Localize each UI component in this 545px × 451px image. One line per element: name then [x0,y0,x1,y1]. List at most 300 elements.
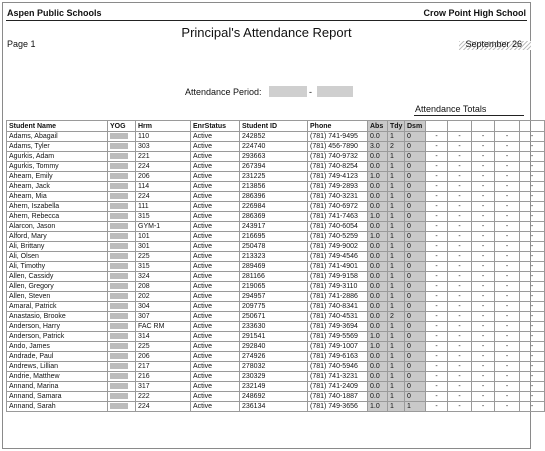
yog-redacted [110,193,128,199]
homeroom-cell: 206 [136,172,191,182]
student-id-cell: 213856 [240,182,308,192]
column-header [426,121,448,132]
empty-total-cell: - [520,372,545,382]
period-start-redacted [269,86,307,97]
homeroom-cell: 208 [136,282,191,292]
student-name-cell: Agurkis, Adam [7,152,108,162]
table-row [7,362,545,372]
dsm-cell: 0 [405,282,426,292]
page-number: Page 1 [7,39,36,49]
tdy-cell: 2 [388,142,405,152]
empty-total-cell: - [426,352,448,362]
abs-cell: 0.0 [368,382,388,392]
empty-total-cell: - [472,142,495,152]
empty-total-cell: - [448,312,472,322]
yog-cell [108,242,136,252]
phone-cell: (781) 749-5569 [308,332,368,342]
tdy-cell: 1 [388,132,405,142]
empty-total-cell: - [426,312,448,322]
phone-cell: (781) 740-1887 [308,392,368,402]
empty-total-cell: - [520,142,545,152]
empty-total-cell: - [472,202,495,212]
empty-total-cell: - [520,162,545,172]
empty-total-cell: - [426,202,448,212]
homeroom-cell: 324 [136,272,191,282]
student-name-cell: Ando, James [7,342,108,352]
homeroom-cell: 114 [136,182,191,192]
empty-total-cell: - [472,362,495,372]
phone-cell: (781) 740-6972 [308,202,368,212]
empty-total-cell: - [472,282,495,292]
dsm-cell: 0 [405,182,426,192]
student-id-cell: 232149 [240,382,308,392]
student-id-cell: 209775 [240,302,308,312]
abs-cell: 1.0 [368,332,388,342]
enr-status-cell: Active [191,222,240,232]
student-id-cell: 231225 [240,172,308,182]
student-name-cell: Anderson, Harry [7,322,108,332]
empty-total-cell: - [495,192,520,202]
homeroom-cell: 216 [136,372,191,382]
homeroom-cell: 225 [136,342,191,352]
empty-total-cell: - [426,142,448,152]
table-row [7,232,545,242]
yog-cell [108,402,136,412]
table-row [7,372,545,382]
empty-total-cell: - [495,172,520,182]
student-name-cell: Ali, Brittany [7,242,108,252]
tdy-cell: 1 [388,232,405,242]
column-header: Abs [368,121,388,132]
tdy-cell: 1 [388,382,405,392]
student-id-cell: 286369 [240,212,308,222]
dsm-cell: 0 [405,332,426,342]
dsm-cell: 0 [405,372,426,382]
yog-redacted [110,263,128,269]
homeroom-cell: 222 [136,392,191,402]
empty-total-cell: - [448,272,472,282]
student-id-cell: 292840 [240,342,308,352]
empty-total-cell: - [448,212,472,222]
empty-total-cell: - [495,382,520,392]
yog-cell [108,362,136,372]
table-row [7,252,545,262]
homeroom-cell: 315 [136,262,191,272]
empty-total-cell: - [495,212,520,222]
empty-total-cell: - [448,202,472,212]
yog-redacted [110,163,128,169]
student-id-cell: 286396 [240,192,308,202]
empty-total-cell: - [426,322,448,332]
empty-total-cell: - [495,232,520,242]
report-date: September 26 [465,39,522,49]
phone-cell: (781) 741-2409 [308,382,368,392]
phone-cell: (781) 741-7463 [308,212,368,222]
enr-status-cell: Active [191,182,240,192]
abs-cell: 0.0 [368,152,388,162]
homeroom-cell: 206 [136,352,191,362]
abs-cell: 0.0 [368,192,388,202]
table-row [7,322,545,332]
empty-total-cell: - [520,172,545,182]
empty-total-cell: - [472,252,495,262]
dsm-cell: 0 [405,192,426,202]
empty-total-cell: - [426,382,448,392]
yog-cell [108,372,136,382]
tdy-cell: 1 [388,292,405,302]
empty-total-cell: - [495,182,520,192]
dsm-cell: 0 [405,152,426,162]
yog-redacted [110,313,128,319]
empty-total-cell: - [472,192,495,202]
empty-total-cell: - [448,382,472,392]
empty-total-cell: - [448,342,472,352]
table-row [7,212,545,222]
empty-total-cell: - [495,132,520,142]
enr-status-cell: Active [191,142,240,152]
student-name-cell: Anderson, Patrick [7,332,108,342]
dsm-cell: 0 [405,132,426,142]
empty-total-cell: - [472,132,495,142]
table-row [7,352,545,362]
empty-total-cell: - [495,402,520,412]
student-id-cell: 216695 [240,232,308,242]
dsm-cell: 0 [405,162,426,172]
homeroom-cell: FAC RM [136,322,191,332]
empty-total-cell: - [472,272,495,282]
student-id-cell: 230329 [240,372,308,382]
tdy-cell: 1 [388,252,405,262]
student-name-cell: Allen, Gregory [7,282,108,292]
empty-total-cell: - [426,212,448,222]
phone-cell: (781) 749-2893 [308,182,368,192]
empty-total-cell: - [520,152,545,162]
student-id-cell: 213323 [240,252,308,262]
tdy-cell: 1 [388,162,405,172]
student-id-cell: 248692 [240,392,308,402]
phone-cell: (781) 740-8254 [308,162,368,172]
student-id-cell: 294957 [240,292,308,302]
yog-cell [108,222,136,232]
table-row [7,392,545,402]
enr-status-cell: Active [191,282,240,292]
phone-cell: (781) 740-6054 [308,222,368,232]
yog-redacted [110,143,128,149]
yog-redacted [110,393,128,399]
student-id-cell: 250671 [240,312,308,322]
homeroom-cell: 111 [136,202,191,212]
empty-total-cell: - [448,332,472,342]
abs-cell: 0.0 [368,302,388,312]
empty-total-cell: - [472,392,495,402]
yog-redacted [110,213,128,219]
tdy-cell: 1 [388,262,405,272]
table-row [7,302,545,312]
student-name-cell: Annand, Samara [7,392,108,402]
phone-cell: (781) 741-4901 [308,262,368,272]
phone-cell: (781) 740-5259 [308,232,368,242]
phone-cell: (781) 749-4546 [308,252,368,262]
homeroom-cell: 315 [136,212,191,222]
enr-status-cell: Active [191,352,240,362]
student-id-cell: 226984 [240,202,308,212]
empty-total-cell: - [520,332,545,342]
dsm-cell: 0 [405,222,426,232]
report-title: Principal's Attendance Report [181,25,352,40]
empty-total-cell: - [495,202,520,212]
phone-cell: (781) 740-9732 [308,152,368,162]
dsm-cell: 1 [405,402,426,412]
yog-cell [108,272,136,282]
homeroom-cell: 304 [136,302,191,312]
homeroom-cell: 225 [136,252,191,262]
dsm-cell: 0 [405,212,426,222]
homeroom-cell: 217 [136,362,191,372]
student-id-cell: 274926 [240,352,308,362]
student-name-cell: Adams, Tyler [7,142,108,152]
table-row [7,192,545,202]
student-name-cell: Annand, Sarah [7,402,108,412]
table-row [7,272,545,282]
empty-total-cell: - [448,172,472,182]
column-header: Tdy [388,121,405,132]
empty-total-cell: - [495,392,520,402]
empty-total-cell: - [495,322,520,332]
tdy-cell: 1 [388,352,405,362]
student-name-cell: Ali, Timothy [7,262,108,272]
student-id-cell: 224740 [240,142,308,152]
abs-cell: 0.0 [368,312,388,322]
dsm-cell: 0 [405,202,426,212]
empty-total-cell: - [426,172,448,182]
student-id-cell: 267394 [240,162,308,172]
student-name-cell: Ahern, Rebecca [7,212,108,222]
dsm-cell: 0 [405,262,426,272]
yog-redacted [110,363,128,369]
student-id-cell: 250478 [240,242,308,252]
yog-cell [108,202,136,212]
phone-cell: (781) 456-7890 [308,142,368,152]
student-name-cell: Ahern, Iszabella [7,202,108,212]
empty-total-cell: - [495,152,520,162]
yog-redacted [110,293,128,299]
empty-total-cell: - [426,292,448,302]
tdy-cell: 1 [388,362,405,372]
student-id-cell: 289469 [240,262,308,272]
phone-cell: (781) 741-3231 [308,372,368,382]
abs-cell: 0.0 [368,202,388,212]
enr-status-cell: Active [191,392,240,402]
empty-total-cell: - [448,322,472,332]
homeroom-cell: 224 [136,192,191,202]
yog-redacted [110,233,128,239]
yog-cell [108,162,136,172]
empty-total-cell: - [495,222,520,232]
empty-total-cell: - [448,152,472,162]
phone-cell: (781) 740-3231 [308,192,368,202]
empty-total-cell: - [448,402,472,412]
empty-total-cell: - [520,392,545,402]
empty-total-cell: - [472,242,495,252]
empty-total-cell: - [448,142,472,152]
report-page [2,2,534,449]
homeroom-cell: GYM-1 [136,222,191,232]
empty-total-cell: - [520,182,545,192]
yog-redacted [110,333,128,339]
empty-total-cell: - [520,252,545,262]
table-row [7,332,545,342]
yog-cell [108,172,136,182]
abs-cell: 0.0 [368,372,388,382]
empty-total-cell: - [495,302,520,312]
yog-redacted [110,403,128,409]
phone-cell: (781) 740-4531 [308,312,368,322]
dsm-cell: 0 [405,172,426,182]
yog-redacted [110,183,128,189]
dsm-cell: 0 [405,362,426,372]
empty-total-cell: - [472,292,495,302]
abs-cell: 3.0 [368,142,388,152]
yog-cell [108,252,136,262]
enr-status-cell: Active [191,332,240,342]
student-name-cell: Andrade, Paul [7,352,108,362]
column-header: EnrStatus [191,121,240,132]
yog-cell [108,292,136,302]
yog-redacted [110,253,128,259]
column-header: Phone [308,121,368,132]
yog-redacted [110,373,128,379]
abs-cell: 0.0 [368,282,388,292]
abs-cell: 1.0 [368,342,388,352]
enr-status-cell: Active [191,212,240,222]
enr-status-cell: Active [191,272,240,282]
empty-total-cell: - [426,342,448,352]
empty-total-cell: - [426,302,448,312]
dsm-cell: 0 [405,242,426,252]
abs-cell: 0.0 [368,392,388,402]
homeroom-cell: 101 [136,232,191,242]
empty-total-cell: - [426,262,448,272]
enr-status-cell: Active [191,262,240,272]
dsm-cell: 0 [405,272,426,282]
yog-redacted [110,283,128,289]
empty-total-cell: - [520,382,545,392]
tdy-cell: 1 [388,242,405,252]
abs-cell: 1.0 [368,402,388,412]
student-id-cell: 233630 [240,322,308,332]
school-name: Crow Point High School [423,8,526,18]
homeroom-cell: 307 [136,312,191,322]
abs-cell: 0.0 [368,322,388,332]
enr-status-cell: Active [191,362,240,372]
phone-cell: (781) 749-3694 [308,322,368,332]
empty-total-cell: - [448,262,472,272]
table-row [7,402,545,412]
tdy-cell: 1 [388,332,405,342]
abs-cell: 0.0 [368,272,388,282]
dsm-cell: 0 [405,252,426,262]
tdy-cell: 1 [388,192,405,202]
table-row [7,152,545,162]
abs-cell: 0.0 [368,242,388,252]
dsm-cell: 0 [405,382,426,392]
dsm-cell: 0 [405,312,426,322]
empty-total-cell: - [472,182,495,192]
header-rule [6,20,527,21]
phone-cell: (781) 749-3656 [308,402,368,412]
tdy-cell: 1 [388,392,405,402]
period-separator: - [309,87,312,97]
empty-total-cell: - [472,232,495,242]
student-id-cell: 236134 [240,402,308,412]
student-name-cell: Andrews, Lillian [7,362,108,372]
table-header-row [7,121,545,132]
tdy-cell: 1 [388,372,405,382]
student-name-cell: Ali, Olsen [7,252,108,262]
abs-cell: 1.0 [368,232,388,242]
phone-cell: (781) 749-3110 [308,282,368,292]
student-id-cell: 219065 [240,282,308,292]
attendance-period-label: Attendance Period: [185,87,262,97]
empty-total-cell: - [520,232,545,242]
tdy-cell: 1 [388,342,405,352]
table-row [7,262,545,272]
enr-status-cell: Active [191,302,240,312]
column-header: Hrm [136,121,191,132]
column-header [448,121,472,132]
empty-total-cell: - [426,402,448,412]
yog-redacted [110,303,128,309]
enr-status-cell: Active [191,292,240,302]
empty-total-cell: - [426,232,448,242]
empty-total-cell: - [448,232,472,242]
empty-total-cell: - [495,372,520,382]
empty-total-cell: - [495,272,520,282]
column-header: Student ID [240,121,308,132]
yog-cell [108,262,136,272]
empty-total-cell: - [426,242,448,252]
empty-total-cell: - [472,402,495,412]
enr-status-cell: Active [191,172,240,182]
empty-total-cell: - [495,252,520,262]
homeroom-cell: 314 [136,332,191,342]
student-name-cell: Anastasio, Brooke [7,312,108,322]
abs-cell: 0.0 [368,362,388,372]
yog-redacted [110,243,128,249]
yog-cell [108,282,136,292]
student-name-cell: Alarcon, Jason [7,222,108,232]
student-name-cell: Allen, Steven [7,292,108,302]
yog-cell [108,302,136,312]
empty-total-cell: - [426,362,448,372]
totals-underline [414,115,524,116]
dsm-cell: 0 [405,292,426,302]
empty-total-cell: - [495,282,520,292]
tdy-cell: 1 [388,202,405,212]
enr-status-cell: Active [191,402,240,412]
empty-total-cell: - [495,312,520,322]
table-row [7,132,545,142]
student-id-cell: 242852 [240,132,308,142]
empty-total-cell: - [472,342,495,352]
empty-total-cell: - [426,162,448,172]
student-name-cell: Allen, Cassidy [7,272,108,282]
abs-cell: 1.0 [368,212,388,222]
tdy-cell: 1 [388,152,405,162]
period-end-redacted [317,86,353,97]
yog-redacted [110,273,128,279]
column-header [495,121,520,132]
